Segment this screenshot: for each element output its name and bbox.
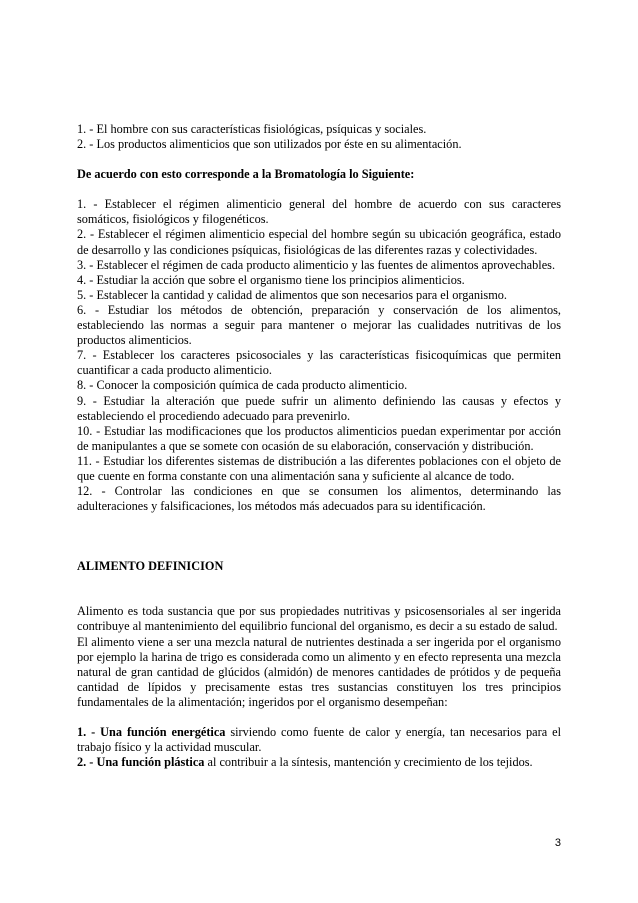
section-heading: ALIMENTO DEFINICION [77,559,224,574]
definition-paragraph: Alimento es toda sustancia que por sus propiedades nutritivas y psicosensoriales al ser ingerida contribuye al mantenimiento del equilibrio funcional del organismo, es decir a su estado de salud. [77,604,561,634]
list-item: 10. - Estudiar las modificaciones que los productos alimenticios puedan experimentar por acción de manipulantes a que se somete con ocasión de su elaboración, conservación y distribución. [77,423,561,453]
list-item: 5. - Establecer la cantidad y calidad de alimentos que son necesarios para el organismo. [77,287,508,302]
intro-line-1: 1. - El hombre con sus características fisiológicas, psíquicas y sociales. [77,122,427,136]
body-paragraph: El alimento viene a ser una mezcla natural de nutrientes destinada a ser ingerida por el organismo por ejemplo la harina de trigo es considerada como un alimento y en efecto representa una mezcla natural de gran cantidad de glúcidos (almidón) de menores cantidades de prótidos y de pequeña cantidad de lípidos y precisamente estas tres sustancias constituyen los tres principios fundamentales de la alimentación; ingeridos por el organismo desempeñan: [77,634,561,709]
list-item: 7. - Establecer los caracteres psicosociales y las características fisicoquímicas que permiten cuantificar a cada producto alimenticio. [77,348,561,378]
list-item: 6. - Estudiar los métodos de obtención, preparación y conservación de los alimentos, estableciendo las normas a seguir para mantener o mejorar las cualidades nutritivas de los productos alimenticios. [77,302,561,348]
function-label: 1. - Una función energética [77,725,226,739]
function-description: sirviendo como fuente de calor y energía, tan necesarios para el trabajo físico y la actividad muscular. [77,725,561,755]
list-item: 3. - Establecer el régimen de cada producto alimenticio y las fuentes de alimentos aprovechables. [77,257,556,272]
list-item: 2. - Establecer el régimen alimenticio especial del hombre según su ubicación geográfica, estado de desarrollo y las condiciones psíquicas, fisiológicas de las diferentes razas y colectividades. [77,227,561,257]
list-item: 1. - Establecer el régimen alimenticio general del hombre de acuerdo con sus caracteres somáticos, fisiológicos y filogenéticos. [77,197,561,227]
list-item: 4. - Estudiar la acción que sobre el organismo tiene los principios alimenticios. [77,272,465,287]
function-description: al contribuir a la síntesis, mantención y crecimiento de los tejidos. [204,755,533,770]
page-number: 3 [554,837,561,849]
intro-line-2: 2. - Los productos alimenticios que son utilizados por éste en su alimentación. [77,137,462,152]
subheading: De acuerdo con esto corresponde a la Bromatología lo Siguiente: [77,167,415,182]
list-item: 8. - Conocer la composición química de cada producto alimenticio. [77,378,408,393]
function-item-plastic [77,755,561,770]
document-page [77,122,561,770]
list-item: 11. - Estudiar los diferentes sistemas de distribución a las diferentes poblaciones con el objeto de que cuente en forma constante con una alimentación sana y suficiente al alcance de todo. [77,453,561,483]
list-item: 9. - Estudiar la alteración que puede sufrir un alimento definiendo las causas y efectos y estableciendo el procediendo adecuado para prevenirlo. [77,393,561,423]
function-label: 2. - Una función plástica [77,755,205,770]
list-item: 12. - Controlar las condiciones en que se consumen los alimentos, determinando las adulteraciones y falsificaciones, los métodos más adecuados para su identificación. [77,484,561,514]
function-item-energetic [77,725,561,755]
